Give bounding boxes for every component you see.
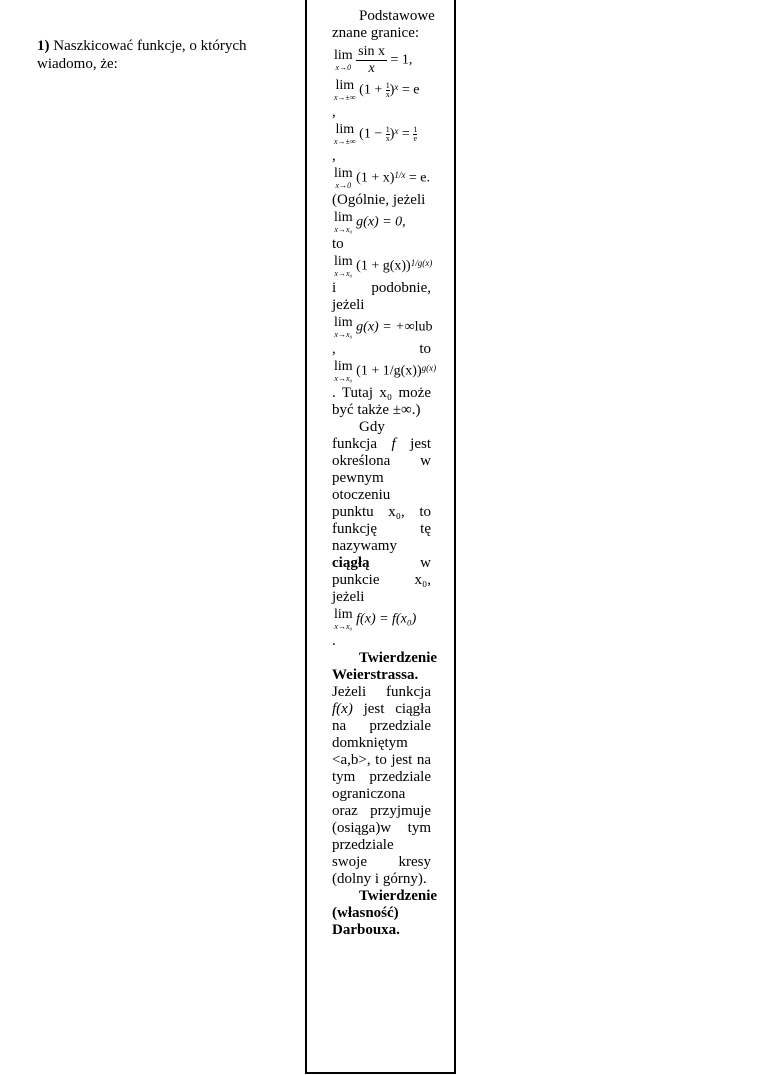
- similarly-paragraph: i podobnie, jeżeli: [332, 280, 431, 313]
- limit-one-over-g: lim x→x₀ $(1 + 1/g(x))^{g(x)}$: [334, 359, 437, 383]
- general-paragraph: (Ogólnie, jeżeli: [332, 192, 426, 208]
- continuity-paragraph: Gdy funkcja f jest określona w pewnym otoczeniu punktu x₀, to funkcję tę nazywamy ciągłą w punkcie x₀, jeżeli: [332, 419, 431, 605]
- darboux-paragraph: Twierdzenie (własność) Darbouxa.: [332, 888, 438, 938]
- intro-paragraph: Podstawowe znane granice:: [332, 8, 435, 41]
- limit-g-infinity: lim x→x₀ g(x) = +∞lub: [334, 315, 433, 339]
- note-paragraph: . Tutaj x₀ może być także ±∞.): [332, 385, 431, 418]
- limit-g-zero: lim x→x₀ g(x) = 0,: [334, 210, 406, 234]
- theory-sidebar-box: [305, 0, 456, 1074]
- limit-g-power: lim x→x₀ $(1 + g(x))^{1/g(x)}$: [334, 254, 433, 278]
- limit-sin-x: lim x→0 $\frac{\text{sin x}}{x}$ = 1,: [334, 44, 413, 76]
- weierstrass-paragraph: Twierdzenie Weierstrassa. Jeżeli funkcja f(x) jest ciągła na przedziale domkniętym <a,b>, to jest na tym przedziale ograniczona oraz przyjmuje (osiąga)w tym przedziale swoje kresy (dolny i górny).: [332, 650, 438, 887]
- limit-e-minus: lim x→±∞ (1 − $\frac{1}{x})^x$ = $\frac{1}{e}$: [334, 122, 418, 146]
- limit-power-1-over-x: lim x→0 $(1 + x)^{1/x} = e$.: [334, 166, 431, 190]
- limit-e-plus: lim x→±∞ (1 + $\frac{1}{x})^x = e$: [334, 78, 420, 102]
- task-text: Naszkicować funkcje, o których wiadomo, że:: [37, 38, 247, 72]
- continuity-condition: lim x→x₀ f(x) = f(x₀): [334, 607, 417, 631]
- theory-column: Podstawowe znane granice: lim x→0 $\frac{\text{sin x}}{x}$ = 1, lim x→±∞ (1 + $\frac{1}{x})^x = e$ , lim x→±∞ (1 − $\frac{1}{x})^x$ = $\frac{1}{e}$ , lim x→0 $(1 + x)^{1/x} = e$. (Ogólnie, jeżeli lim x→x₀ g(x) = 0, to lim x→x₀ $(1 + g(x))^{1/g(x)}$ i podobnie, jeżeli lim x→x₀ g(x) = +∞lub , to lim x→x₀ $(1 + 1/g(x))^{g(x)}$ . Tutaj x₀ może być także ±∞.) Gdy funkcja f jest określona w pewnym otoczeniu punktu x₀, to funkcję tę nazywamy ciągłą w punkcie x₀, jeżeli lim x→x₀ f(x) = f(x₀) . Twierdzenie Weierstrassa. Jeżeli funkcja f(x) jest ciągła na przedziale domkniętym <a,b>, to jest na tym przedziale ograniczona oraz przyjmuje (osiąga)w tym przedziale swoje kresy (dolny i górny). Twierdzenie (własność) Darbouxa.: [332, 8, 438, 938]
- task-1: [37, 37, 292, 73]
- task-number: 1): [37, 38, 50, 54]
